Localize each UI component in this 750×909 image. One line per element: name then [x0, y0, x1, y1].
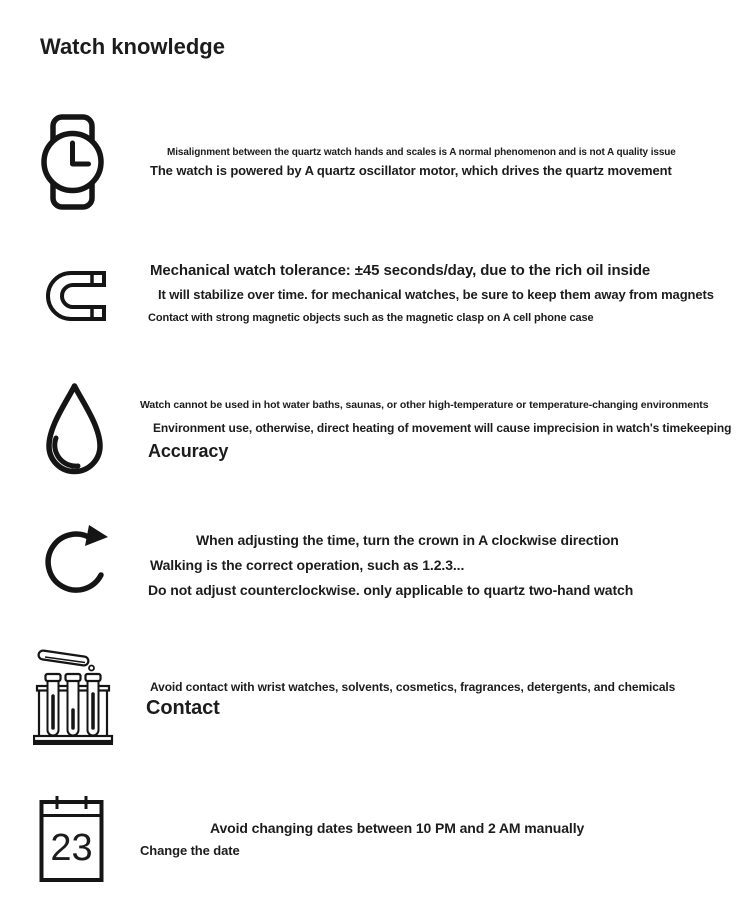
clockwise-note: When adjusting the time, turn the crown in A clockwise direction	[196, 532, 619, 548]
test-tubes-icon	[33, 648, 115, 745]
date-change-note: Avoid changing dates between 10 PM and 2 AM manually	[210, 820, 585, 836]
tolerance-note: Mechanical watch tolerance: ±45 seconds/day, due to the rich oil inside	[150, 262, 651, 279]
quartz-movement-note: The watch is powered by A quartz oscillator motor, which drives the quartz movement	[150, 163, 672, 178]
environment-note: Environment use, otherwise, direct heating of movement will cause imprecision in watch's timekeeping	[153, 421, 732, 435]
magnetic-contact-note: Contact with strong magnetic objects such as the magnetic clasp on A cell phone case	[148, 312, 594, 324]
calendar-day: 23	[50, 827, 93, 869]
accuracy-heading: Accuracy	[148, 441, 229, 461]
stabilize-note: It will stabilize over time. for mechanical watches, be sure to keep them away from magnets	[158, 287, 714, 302]
walking-note: Walking is the correct operation, such as 1.2.3...	[150, 557, 465, 573]
chemicals-note: Avoid contact with wrist watches, solvents, cosmetics, fragrances, detergents, and chemicals	[150, 680, 676, 694]
hot-water-note: Watch cannot be used in hot water baths, saunas, or other high-temperature or temperature-changing environments	[140, 399, 709, 411]
misalignment-note: Misalignment between the quartz watch hands and scales is A normal phenomenon and is not A quality issue	[167, 147, 676, 158]
contact-heading: Contact	[146, 697, 220, 719]
counterclockwise-note: Do not adjust counterclockwise. only applicable to quartz two-hand watch	[148, 582, 634, 598]
calendar-icon	[38, 795, 105, 883]
magnet-icon	[44, 268, 106, 324]
change-date-heading: Change the date	[140, 843, 240, 858]
page-title: Watch knowledge	[40, 34, 225, 59]
water-drop-icon	[42, 381, 107, 478]
wristwatch-icon	[40, 114, 105, 210]
clockwise-arrow-icon	[40, 524, 108, 600]
